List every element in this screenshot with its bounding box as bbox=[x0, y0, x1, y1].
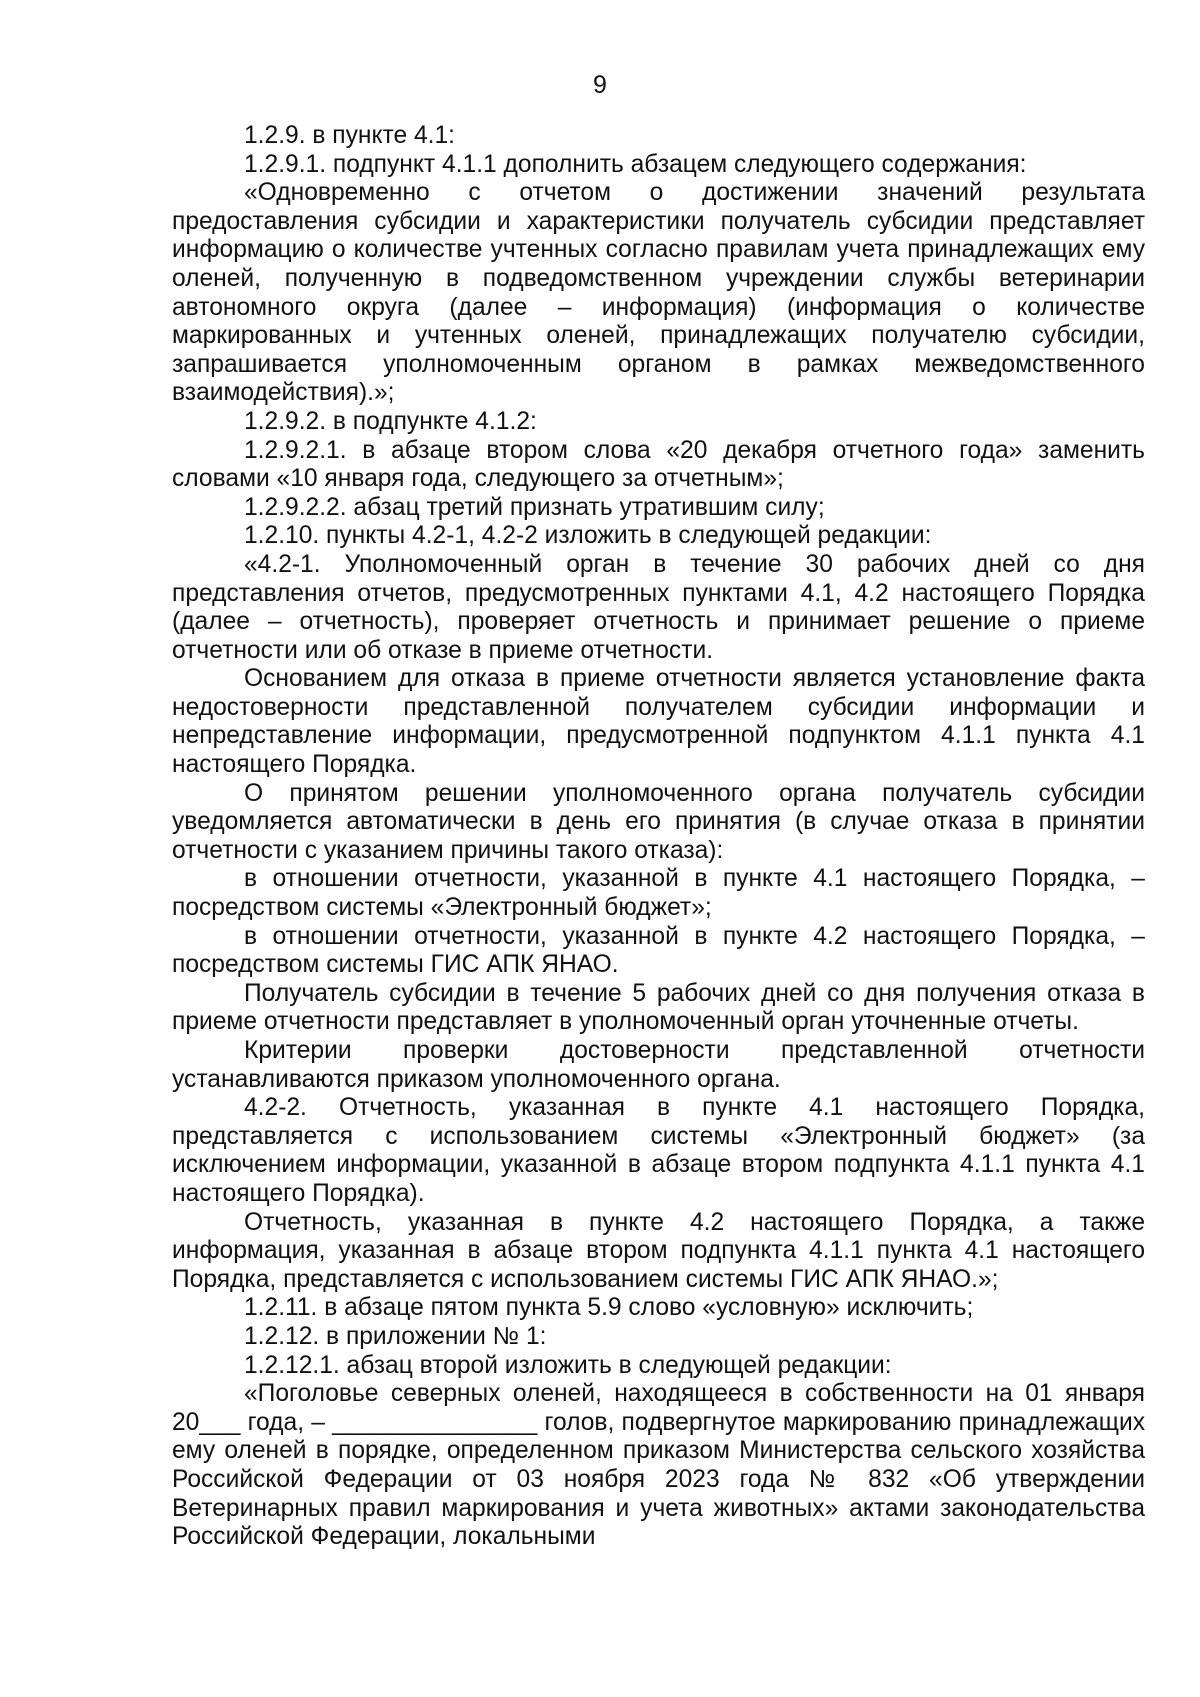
paragraph-livestock: «Поголовье северных оленей, находящееся в собственности на 01 января 20___ года, – _______________ голов, подвергнутое маркированию принадлежащих ему оленей в порядке, определенном приказом Министерства сельского хозяйства Российской Федерации от 03 ноября 2023 года № 832 «Об утверждении Ветеринарных правил маркирования и учета животных» актами законодательства Российской Федерации, локальными bbox=[172, 1380, 1145, 1551]
paragraph-1-2-9-2: 1.2.9.2. в подпункте 4.1.2: bbox=[244, 407, 537, 435]
paragraph-criteria: Критерии проверки достоверности представленной отчетности устанавливаются приказом уполномоченного органа. bbox=[172, 1037, 1145, 1093]
paragraph-4-2-1: «4.2-1. Уполномоченный орган в течение 30 рабочих дней со дня представления отчетов, предусмотренных пунктами 4.1, 4.2 настоящего Порядка (далее – отчетность), проверяет отчетность и принимает решение о приеме отчетности или об отказе в приеме отчетности. bbox=[172, 550, 1145, 664]
document-body bbox=[172, 122, 1145, 1552]
paragraph-1-2-9-2-1: 1.2.9.2.1. в абзаце втором слова «20 декабря отчетного года» заменить словами «10 января года, следующего за отчетным»; bbox=[172, 436, 1145, 493]
paragraph-4-2-2: 4.2-2. Отчетность, указанная в пункте 4.1 настоящего Порядка, представляется с использованием системы «Электронный бюджет» (за исключением информации, указанной в абзаце втором подпункта 4.1.1 пункта 4.1 настоящего Порядка). bbox=[172, 1094, 1145, 1207]
paragraph-quote-simultaneously: «Одновременно с отчетом о достижении значений результата предоставления субсидии и характеристики получатель субсидии представляет информацию о количестве учтенных согласно правилам учета принадлежащих ему оленей, полученную в подведомственном учреждении службы ветеринарии автономного округа (далее – информация) (информация о количестве маркированных и учтенных оленей, принадлежащих получателю субсидии, запрашивается уполномоченным органом в рамках межведомственного взаимодействия).»; bbox=[172, 179, 1145, 407]
paragraph-decision-notice: О принятом решении уполномоченного органа получатель субсидии уведомляется автоматически в день его принятия (в случае отказа в принятии отчетности с указанием причины такого отказа): bbox=[172, 779, 1145, 864]
paragraph-1-2-10: 1.2.10. пункты 4.2-1, 4.2-2 изложить в следующей редакции: bbox=[244, 522, 932, 550]
paragraph-1-2-9-2-2: 1.2.9.2.2. абзац третий признать утратившим силу; bbox=[244, 493, 825, 521]
paragraph-1-2-9: 1.2.9. в пункте 4.1: bbox=[244, 122, 456, 149]
paragraph-1-2-11: 1.2.11. в абзаце пятом пункта 5.9 слово «условную» исключить; bbox=[244, 1294, 974, 1322]
page-number: 9 bbox=[593, 71, 607, 99]
paragraph-1-2-12-1: 1.2.12.1. абзац второй изложить в следующей редакции: bbox=[244, 1351, 892, 1379]
paragraph-1-2-12: 1.2.12. в приложении № 1: bbox=[244, 1322, 547, 1350]
paragraph-reporting-4-2: Отчетность, указанная в пункте 4.2 настоящего Порядка, а также информация, указанная в абзаце втором подпункта 4.1.1 пункта 4.1 настоящего Порядка, представляется с использованием системы ГИС АПК ЯНАО.»; bbox=[172, 1208, 1145, 1293]
paragraph-gis-apk: в отношении отчетности, указанной в пункте 4.2 настоящего Порядка, – посредством системы ГИС АПК ЯНАО. bbox=[172, 922, 1145, 979]
paragraph-refusal-grounds: Основанием для отказа в приеме отчетности является установление факта недостоверности представленной получателем субсидии информации и непредставление информации, предусмотренной подпунктом 4.1.1 пункта 4.1 настоящего Порядка. bbox=[172, 665, 1145, 779]
paragraph-resubmission: Получатель субсидии в течение 5 рабочих дней со дня получения отказа в приеме отчетности представляет в уполномоченный орган уточненные отчеты. bbox=[172, 979, 1145, 1036]
paragraph-1-2-9-1: 1.2.9.1. подпункт 4.1.1 дополнить абзацем следующего содержания: bbox=[244, 150, 1027, 178]
paragraph-electronic-budget: в отношении отчетности, указанной в пункте 4.1 настоящего Порядка, – посредством системы «Электронный бюджет»; bbox=[172, 865, 1145, 922]
